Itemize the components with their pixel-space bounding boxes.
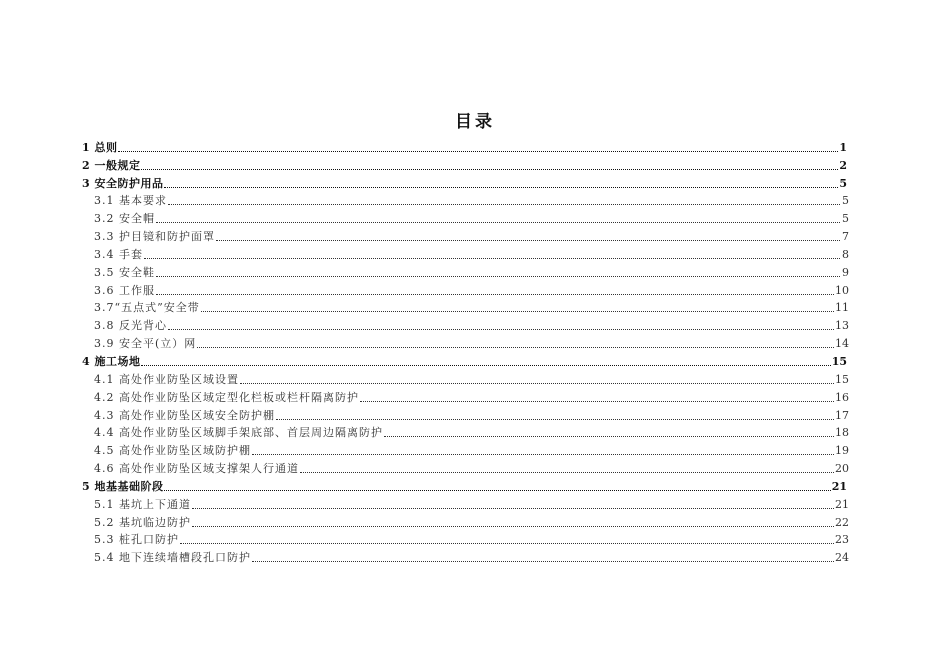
toc-page-number: 13 (835, 319, 849, 333)
toc-section-entry[interactable] (82, 547, 849, 565)
toc-section-entry[interactable] (82, 280, 849, 298)
toc-section-entry[interactable] (82, 494, 849, 512)
dot-leader (168, 328, 834, 330)
page-title: 目录 (455, 112, 495, 132)
dot-leader (252, 560, 834, 562)
dot-leader (252, 453, 834, 455)
toc-entry-label: 1 总则 (82, 140, 118, 154)
toc-entry-label: 5.2 基坑临边防护 (94, 515, 191, 529)
toc-page-number: 17 (835, 408, 849, 422)
dot-leader (300, 471, 834, 473)
toc-section-entry[interactable] (82, 226, 849, 244)
toc-chapter-entry[interactable] (82, 351, 849, 369)
toc-entry-label: 4.1 高处作业防坠区域设置 (94, 372, 239, 386)
toc-entry-label: 3.4 手套 (94, 247, 143, 261)
toc-page-number: 21 (835, 497, 849, 511)
toc-section-entry[interactable] (82, 458, 849, 476)
dot-leader (201, 310, 834, 312)
dot-leader (360, 400, 834, 402)
toc-entry-label: 3.3 护目镜和防护面罩 (94, 230, 215, 244)
toc-entry-label: 5.3 桩孔口防护 (94, 533, 179, 547)
dot-leader (384, 435, 834, 437)
toc-page-number: 24 (835, 551, 849, 565)
toc-page-number: 16 (835, 390, 849, 404)
toc-section-entry[interactable] (82, 512, 849, 530)
toc-entry-label: 3.8 反光背心 (94, 319, 167, 333)
toc-page-number: 22 (835, 515, 849, 529)
toc-section-entry[interactable] (82, 387, 849, 405)
dot-leader (118, 150, 838, 152)
dot-leader (164, 186, 838, 188)
toc-section-entry[interactable] (82, 298, 849, 316)
toc-section-entry[interactable] (82, 315, 849, 333)
toc-chapter-entry[interactable] (82, 155, 849, 173)
toc-page-number: 10 (835, 283, 849, 297)
toc-page-number: 23 (835, 533, 849, 547)
toc-section-entry[interactable] (82, 208, 849, 226)
dot-leader (240, 382, 834, 384)
toc-chapter-entry[interactable] (82, 173, 849, 191)
toc-page-number: 15 (835, 372, 849, 386)
toc-section-entry[interactable] (82, 244, 849, 262)
toc-page-number: 20 (835, 462, 849, 476)
dot-leader (144, 257, 840, 259)
toc-entry-label: 3.2 安全帽 (94, 212, 155, 226)
dot-leader (276, 418, 834, 420)
dot-leader (192, 525, 834, 527)
toc-section-entry[interactable] (82, 440, 849, 458)
toc-chapter-entry[interactable] (82, 137, 849, 155)
toc-entry-label: 3.1 基本要求 (94, 194, 167, 208)
dot-leader (216, 239, 840, 241)
toc-page-number: 21 (831, 479, 847, 493)
dot-leader (141, 168, 838, 170)
toc-entry-label: 4.2 高处作业防坠区域定型化栏板或栏杆隔离防护 (94, 390, 359, 404)
toc-section-entry[interactable] (82, 191, 849, 209)
toc-chapter-entry[interactable] (82, 476, 849, 494)
toc-page-number: 8 (842, 247, 849, 261)
toc-page-number: 15 (831, 354, 847, 368)
toc-entry-label: 4.4 高处作业防坠区域脚手架底部、首层周边隔离防护 (94, 426, 383, 440)
toc-entry-label: 4 施工场地 (82, 354, 141, 368)
toc-entry-label: 4.6 高处作业防坠区域支撑架人行通道 (94, 462, 299, 476)
toc-page-number: 1 (839, 140, 847, 154)
dot-leader (141, 364, 830, 366)
toc-section-entry[interactable] (82, 405, 849, 423)
toc-entry-label: 5.1 基坑上下通道 (94, 497, 191, 511)
dot-leader (197, 346, 834, 348)
toc-entry-label: 2 一般规定 (82, 158, 141, 172)
dot-leader (192, 507, 834, 509)
toc-section-entry[interactable] (82, 262, 849, 280)
toc-entry-label: 5.4 地下连续墙槽段孔口防护 (94, 551, 251, 565)
toc-page-number: 14 (835, 337, 849, 351)
toc-page-number: 18 (835, 426, 849, 440)
dot-leader (156, 221, 840, 223)
toc-page-number: 5 (842, 212, 849, 226)
toc-page-number: 19 (835, 444, 849, 458)
toc-entry-label: 3.6 工作服 (94, 283, 155, 297)
toc-page-number: 5 (842, 194, 849, 208)
toc-page-number: 5 (839, 176, 847, 190)
dot-leader (164, 489, 830, 491)
toc-entry-label: 5 地基基础阶段 (82, 479, 164, 493)
toc-entry-label: 3 安全防护用品 (82, 176, 164, 190)
toc-entry-label: 4.5 高处作业防坠区域防护棚 (94, 444, 251, 458)
toc-section-entry[interactable] (82, 423, 849, 441)
toc-entry-label: 3.5 安全鞋 (94, 265, 155, 279)
dot-leader (156, 293, 834, 295)
toc-page-number: 11 (835, 301, 849, 315)
toc-section-entry[interactable] (82, 369, 849, 387)
toc-page-number: 9 (842, 265, 849, 279)
toc-page-number: 2 (839, 158, 847, 172)
dot-leader (168, 203, 840, 205)
toc-entry-label: 4.3 高处作业防坠区域安全防护棚 (94, 408, 275, 422)
table-of-contents (82, 137, 849, 565)
dot-leader (156, 275, 840, 277)
toc-section-entry[interactable] (82, 530, 849, 548)
toc-page-number: 7 (842, 230, 849, 244)
toc-entry-label: 3.9 安全平(立）网 (94, 337, 197, 351)
toc-section-entry[interactable] (82, 333, 849, 351)
toc-entry-label: 3.7“五点式”安全带 (94, 301, 200, 315)
dot-leader (180, 542, 834, 544)
